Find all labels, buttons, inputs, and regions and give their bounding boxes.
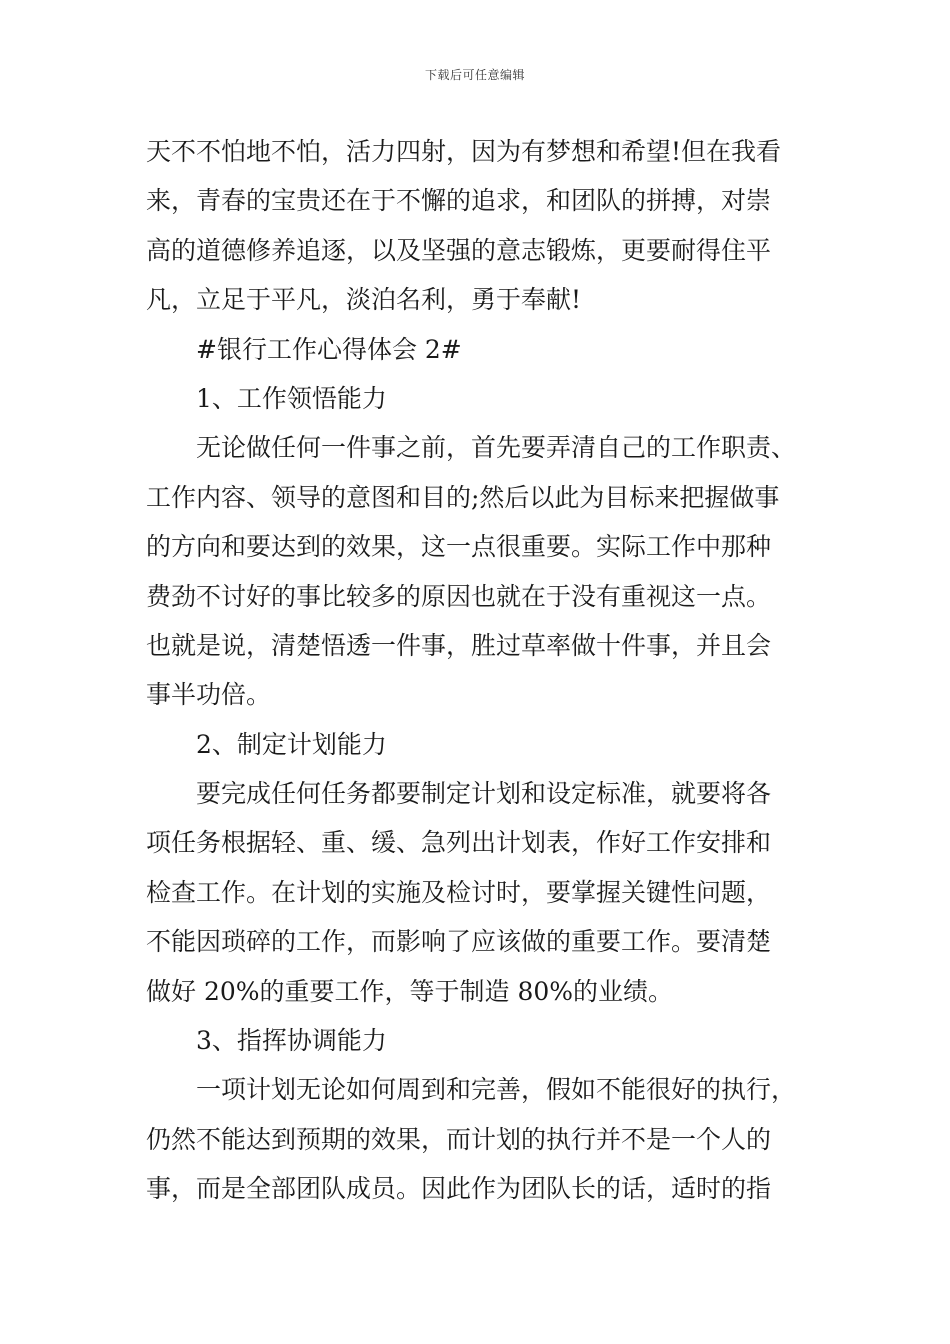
- subsection-heading: 2、制定计划能力: [196, 729, 387, 759]
- subsection-heading: 1、工作领悟能力: [196, 383, 387, 413]
- text-line: 费劲不讨好的事比较多的原因也就在于没有重视这一点。: [146, 581, 772, 611]
- text-line: 凡，立足于平凡，淡泊名利，勇于奉献!: [146, 285, 582, 315]
- text-line: 做好 20%的重要工作，等于制造 80%的业绩。: [146, 976, 674, 1006]
- text-line: 无论做任何一件事之前，首先要弄清自己的工作职责、: [196, 433, 797, 463]
- section-heading: #银行工作心得体会 2#: [196, 334, 462, 364]
- text-line: 检查工作。在计划的实施及检讨时，要掌握关键性问题，: [146, 877, 772, 907]
- text-line: 一项计划无论如何周到和完善，假如不能很好的执行，: [196, 1075, 797, 1105]
- page-header: 下载后可任意编辑: [424, 68, 525, 82]
- text-line: 事，而是全部团队成员。因此作为团队长的话，适时的指: [146, 1174, 772, 1204]
- text-line: 仍然不能达到预期的效果，而计划的执行并不是一个人的: [146, 1124, 772, 1154]
- text-line: 要完成任何任务都要制定计划和设定标准，就要将各: [196, 779, 772, 809]
- text-line: 高的道德修养追逐，以及坚强的意志锻炼，更要耐得住平: [146, 235, 772, 265]
- document-body: [146, 127, 818, 1214]
- subsection-heading: 3、指挥协调能力: [196, 1026, 387, 1056]
- text-line: 天不不怕地不怕，活力四射，因为有梦想和希望!但在我看: [146, 137, 782, 166]
- text-line: 的方向和要达到的效果，这一点很重要。实际工作中那种: [146, 532, 772, 562]
- text-line: 不能因琐碎的工作，而影响了应该做的重要工作。要清楚: [146, 927, 772, 957]
- text-line: 事半功倍。: [146, 680, 272, 710]
- text-line: 项任务根据轻、重、缓、急列出计划表，作好工作安排和: [146, 828, 772, 858]
- text-line: 也就是说，清楚悟透一件事，胜过草率做十件事，并且会: [146, 630, 772, 660]
- text-line: 工作内容、领导的意图和目的;然后以此为目标来把握做事: [146, 482, 780, 512]
- text-line: 来，青春的宝贵还在于不懈的追求，和团队的拼搏，对崇: [146, 186, 772, 216]
